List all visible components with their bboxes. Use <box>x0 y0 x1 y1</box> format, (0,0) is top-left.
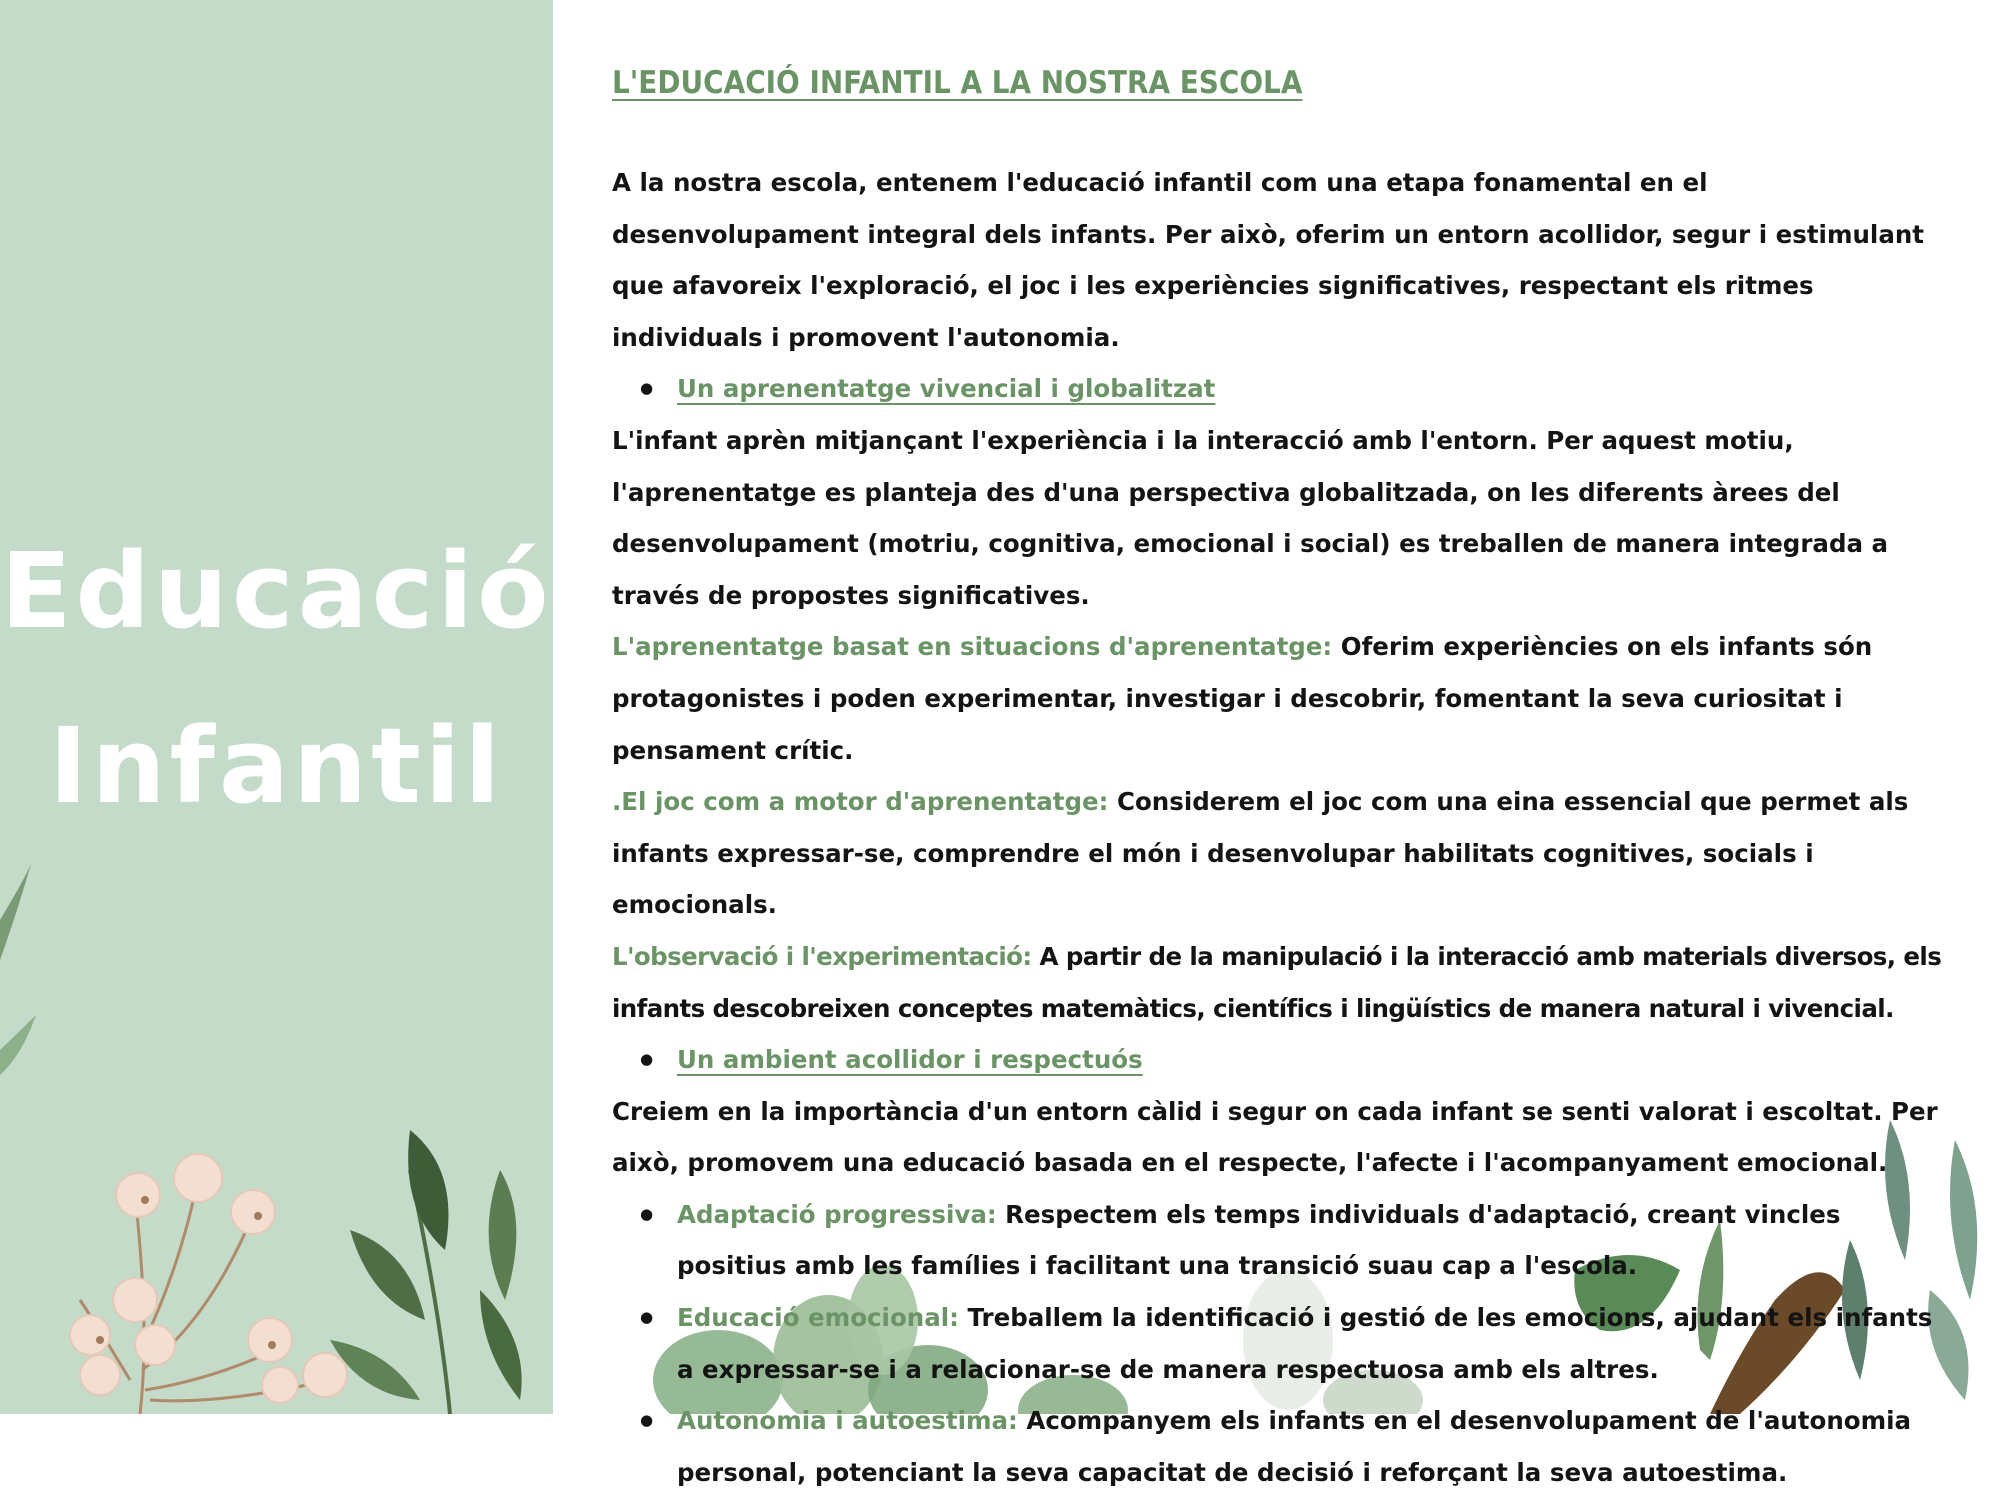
sidebar-panel <box>0 0 553 1414</box>
page-title: L'EDUCACIÓ INFANTIL A LA NOSTRA ESCOLA <box>612 65 1303 101</box>
section2-item <box>612 1395 1957 1498</box>
item-label: .El joc com a motor d'aprenentatge: <box>612 787 1109 817</box>
berries-decoration <box>60 1150 360 1414</box>
section1-item <box>612 621 1957 776</box>
section1-paragraph: L'infant aprèn mitjançant l'experiència i la interacció amb l'entorn. Per aquest motiu, l'aprenentatge es planteja des d'una perspectiva globalitzada, on les diferents àrees del desenvolupament (motriu, cognitiva, emocional i social) es treballen de manera integrada a través de propostes significatives. <box>612 425 1889 610</box>
section1-item <box>612 931 1957 1034</box>
section-heading-2-text: Un ambient acollidor i respectuós <box>677 1045 1143 1075</box>
item-label: Adaptació progressiva: <box>677 1199 997 1229</box>
section2-item <box>612 1292 1957 1395</box>
intro-paragraph: A la nostra escola, entenem l'educació infantil com una etapa fonamental en el desenvolupament integral dels infants. Per això, oferim un entorn acollidor, segur i estimulant que afavoreix l'exploració, el joc i les experiències significatives, respectant els ritmes individuals i promovent l'autonomia. <box>612 168 1925 352</box>
section2-paragraph: Creiem en la importància d'un entorn càlid i segur on cada infant se senti valorat i escoltat. Per això, promovem una educació basada en el respecte, l'afecte i l'acompanyament emocional. <box>612 1096 1938 1178</box>
item-text: Treballem la identificació i gestió de les emocions, ajudant els infants a expressar-se i a relacionar-se de manera respectuosa amb els altres. <box>677 1303 1933 1384</box>
section-heading-1-text: Un aprenentatge vivencial i globalitzat <box>677 374 1216 404</box>
section-heading-1 <box>612 363 1957 415</box>
sidebar-title-line-1: Educació <box>0 530 553 652</box>
item-label: L'observació i l'experimentació: <box>612 941 1032 971</box>
item-text: Respectem els temps individuals d'adaptació, creant vincles positius amb les famílies i facilitant una transició suau cap a l'escola. <box>677 1199 1841 1281</box>
section-heading-2 <box>612 1034 1957 1086</box>
item-text: A partir de la manipulació i la interacció amb materials diversos, els infants descobreixen conceptes matemàtics, científics i lingüístics de manera natural i vivencial. <box>612 941 1942 1023</box>
leaf-decoration-left-edge <box>0 850 40 1110</box>
item-text: Oferim experiències on els infants són protagonistes i poden experimentar, investigar i descobrir, fomentant la seva curiositat i pensament crític. <box>612 632 1873 765</box>
section2-item <box>612 1189 1957 1292</box>
leaf-branch-decoration <box>330 1110 553 1414</box>
main-content <box>612 58 1957 1498</box>
item-label: Educació emocional: <box>677 1303 959 1333</box>
item-text: Considerem el joc com una eina essencial que permet als infants expressar-se, comprendre el món i desenvolupar habilitats cognitives, socials i emocionals. <box>612 787 1909 920</box>
item-label: Autonomia i autoestima: <box>677 1406 1018 1436</box>
item-label: L'aprenentatge basat en situacions d'aprenentatge: <box>612 632 1333 662</box>
sidebar-title-line-2: Infantil <box>48 705 505 827</box>
item-text: Acompanyem els infants en el desenvolupament de l'autonomia personal, potenciant la seva capacitat de decisió i reforçant la seva autoestima. <box>677 1406 1912 1487</box>
section1-item <box>612 776 1957 931</box>
